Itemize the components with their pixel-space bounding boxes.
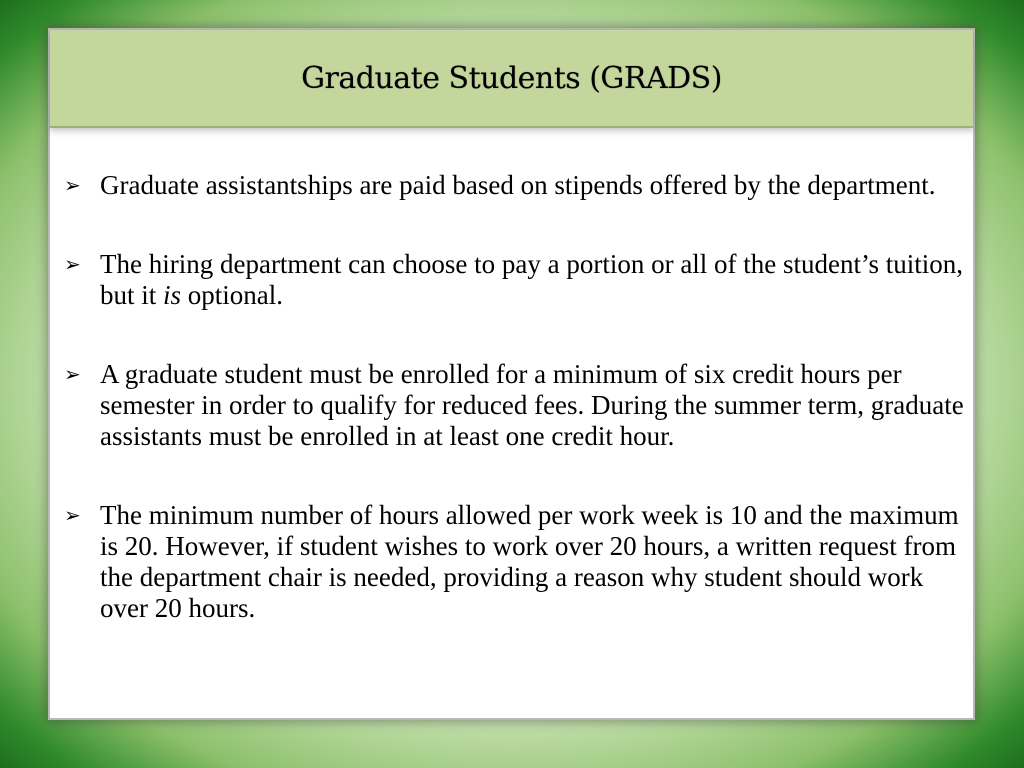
bullet-text-tuition-end: optional.: [181, 280, 284, 310]
arrowhead-bullet-icon: ➢: [64, 503, 81, 527]
title-band: [50, 30, 973, 128]
arrowhead-bullet-icon: ➢: [64, 252, 81, 276]
bullet-item-tuition: [64, 249, 964, 311]
arrowhead-bullet-icon: ➢: [64, 362, 81, 386]
bullet-item-enrollment: [64, 359, 964, 452]
bullet-item-stipends: [64, 170, 964, 201]
bullet-text-tuition-emphasis: is: [163, 280, 182, 310]
bullet-text-stipends: Graduate assistantships are paid based on stipends offered by the department.: [100, 170, 936, 200]
bullet-text-tuition-start: The hiring department can choose to pay a portion or all of the student’s tuition, but it: [100, 249, 964, 310]
slide-title: Graduate Students (GRADS): [301, 60, 722, 96]
bullet-item-work-hours: [64, 500, 964, 624]
arrowhead-bullet-icon: ➢: [64, 173, 81, 197]
bullet-list: [64, 170, 964, 624]
bullet-text-work-hours: The minimum number of hours allowed per work week is 10 and the maximum is 20. However, if student wishes to work over 20 hours, a written request from the department chair is needed, providing a reason why student should work over 20 hours.: [100, 500, 959, 623]
bullet-text-enrollment: A graduate student must be enrolled for a minimum of six credit hours per semester in order to qualify for reduced fees. During the summer term, graduate assistants must be enrolled in at least one credit hour.: [100, 359, 964, 451]
slide-content-frame: [50, 30, 973, 718]
